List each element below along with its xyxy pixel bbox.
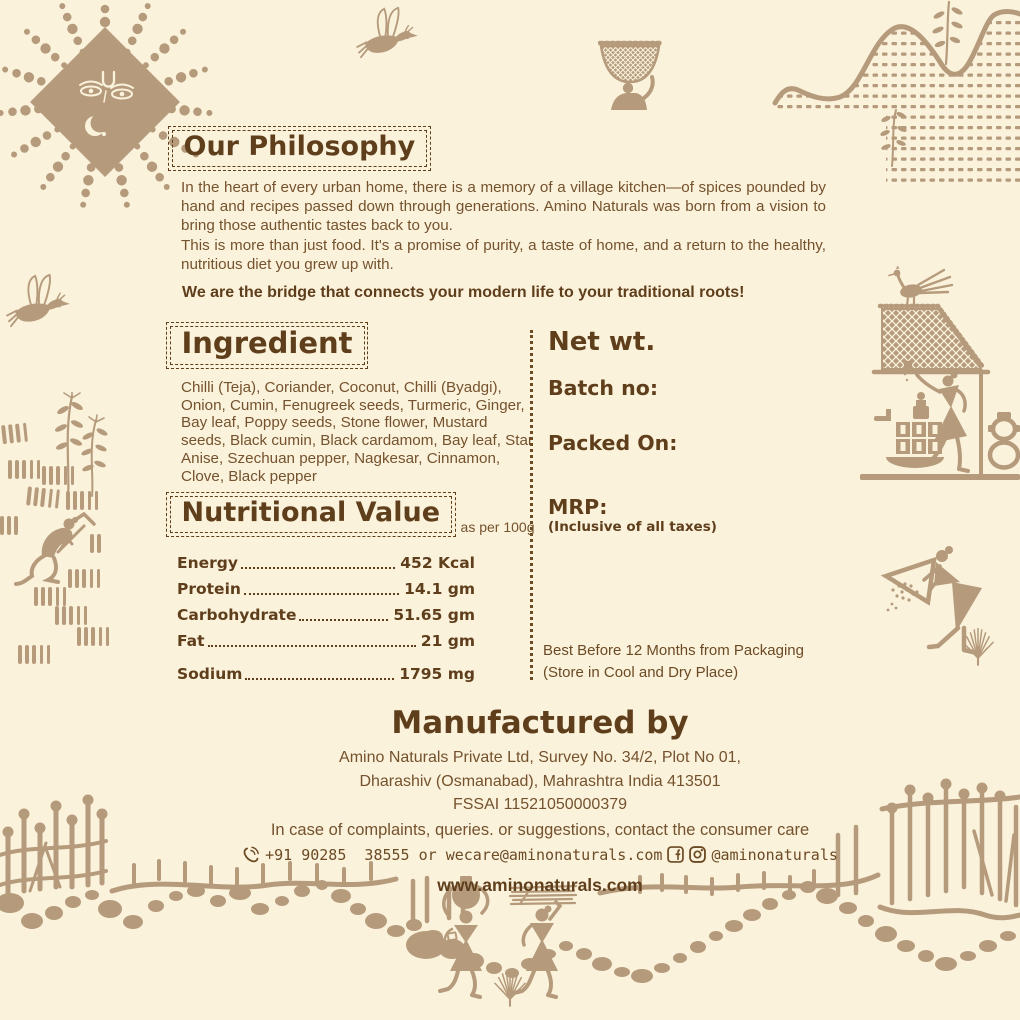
tally-marks-icon (66, 491, 98, 510)
manufacturer-section (60, 706, 1020, 896)
bird-icon (356, 6, 418, 60)
dot-leader (208, 645, 416, 647)
grass-tuft-icon (495, 969, 525, 1006)
winnowing-woman-icon (872, 540, 1002, 668)
tally-marks-icon (77, 627, 109, 646)
basket-carrier-icon (598, 30, 662, 110)
storage-text: (Store in Cool and Dry Place) (543, 663, 739, 681)
bird-icon (6, 273, 70, 329)
table-row (177, 580, 475, 598)
social-handle: @aminonaturals (711, 845, 838, 864)
nutrient-label: Carbohydrate (177, 606, 297, 624)
complaints-text: In case of complaints, queries. or suggestions, contact the consumer care (270, 820, 810, 839)
address-line-2: Dharashiv (Osmanabad), Mahrashtra India 413501 (359, 772, 721, 790)
best-before-block (543, 640, 804, 683)
table-row (177, 606, 475, 624)
nutrient-label: Fat (177, 632, 205, 650)
tally-marks-icon (1, 423, 28, 445)
tally-marks-icon (55, 606, 87, 625)
philosophy-paragraph-1: In the heart of every urban home, there is a memory of a village kitchen—of spices pounded by hand and recipes passed down through generations. Amino Naturals was born from a vision to bring those authentic tastes back to you. (181, 178, 826, 235)
philosophy-title-box (168, 126, 431, 171)
tally-marks-icon (26, 486, 60, 508)
table-row (177, 554, 475, 572)
fssai-number: FSSAI 11521050000379 (452, 796, 628, 814)
tally-marks-icon (34, 587, 66, 606)
ingredient-title: Ingredient (170, 326, 365, 366)
table-row (177, 632, 475, 650)
nutrition-title: Nutritional Value (170, 496, 453, 534)
dot-leader (245, 678, 394, 680)
website-url: www.aminonaturals.com (437, 874, 643, 895)
nutrient-value: 1795 mg (399, 665, 475, 683)
packed-on-label: Packed On: (548, 431, 678, 455)
nutrient-label: Protein (177, 580, 241, 598)
batch-no-label: Batch no: (548, 376, 659, 400)
manufactured-by-title: Manufactured by (391, 705, 689, 741)
tally-marks-icon (18, 645, 50, 664)
tally-marks-icon (42, 466, 74, 485)
nutrition-table (177, 554, 475, 691)
mrp-note: (Inclusive of all taxes) (548, 519, 717, 535)
farmer-icon (12, 512, 96, 586)
address (60, 746, 1020, 817)
nutrition-per-label: as per 100g (460, 518, 535, 535)
ingredient-title-box (166, 322, 368, 369)
best-before-text: Best Before 12 Months from Packaging (543, 642, 804, 659)
nutrient-label: Energy (177, 554, 238, 572)
ingredient-list: Chilli (Teja), Coriander, Coconut, Chilli (Byadgi), Onion, Cumin, Fenugreek seeds, Turmeric, Ginger, Bay leaf, Poppy seeds, Stone flower, Mustard seeds, Black cumin, Black cardamom, Bay leaf, Star Anise, Szechuan pepper, Nagkesar, Cinnamon, Clove, Black pepper (181, 379, 533, 485)
phone-and-email: +91 90285 38555 or wecare@aminonaturals.com (265, 845, 663, 864)
dot-leader (241, 567, 395, 569)
facebook-icon (667, 846, 684, 863)
nutrition-title-box (166, 492, 456, 537)
nutrient-value: 21 gm (420, 632, 475, 650)
phone-icon (242, 846, 260, 864)
mrp-label: MRP: (548, 495, 608, 519)
address-line-1: Amino Naturals Private Ltd, Survey No. 34/2, Plot No 01, (339, 749, 741, 767)
philosophy-section (168, 126, 828, 302)
net-weight-label: Net wt. (548, 327, 656, 357)
philosophy-paragraph-2: This is more than just food. It's a promise of purity, a taste of home, and a return to the healthy, nutritious diet you grew up with. (181, 236, 826, 273)
tally-marks-icon (8, 460, 40, 479)
nutrient-value: 14.1 gm (404, 580, 475, 598)
dot-leader (299, 619, 388, 621)
contact-row (60, 846, 1020, 864)
philosophy-title: Our Philosophy (172, 130, 428, 168)
philosophy-tagline: We are the bridge that connects your modern life to your traditional roots! (182, 284, 745, 302)
nutrient-value: 51.65 gm (393, 606, 475, 624)
instagram-icon (689, 846, 706, 863)
warli-house-icon (860, 265, 1020, 483)
dot-leader (244, 593, 399, 595)
nutrition-title-row (166, 492, 534, 537)
nutrient-value: 452 Kcal (400, 554, 475, 572)
table-row (177, 665, 475, 683)
nutrient-label: Sodium (177, 665, 243, 683)
